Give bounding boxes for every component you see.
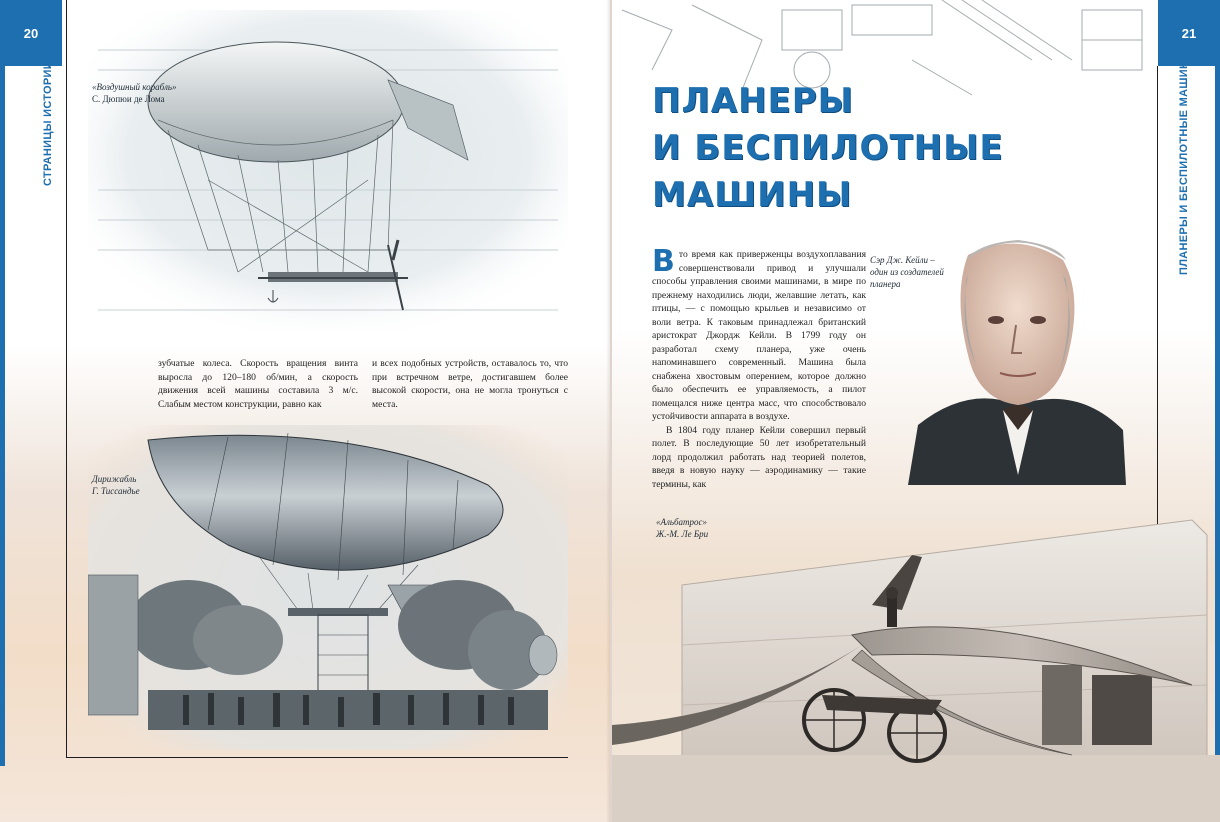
dirigible-illustration	[88, 425, 568, 750]
caption-airship-line2: С. Дюпюи де Лома	[92, 94, 165, 104]
glider-illustration	[612, 515, 1220, 822]
caption-dirigible	[92, 473, 140, 497]
dropcap: В	[652, 244, 675, 279]
text-column-1	[158, 357, 358, 411]
caption-portrait-line3: планера	[870, 279, 901, 289]
caption-portrait-line1: Сэр Дж. Кейли –	[870, 255, 935, 265]
article-para-2-text: В 1804 году планер Кейли совершил первый полет. В последующие 50 лет изобретательный лорд продолжил работать над теорией полетов, введя в новую науку — аэродинамику — такие термины, как	[652, 424, 866, 490]
caption-portrait	[870, 254, 944, 290]
article-para-1-text: то время как приверженцы воздухоплавания совершенствовали привод и улучшали способы управления своими машинами, в мире по прежнему находились люди, желавшие летать, как птицы, — с помощью крыльев и независимо от воли ветра. К таковым принадлежал британский аристократ Джордж Кейли. В 1799 году он разработал схему планера, уже очень напоминавшего современный. Машина была снабжена хвостовым оперением, которое должно было обеспечить ее управляемость, а пилот помещался ниже центра масс, что способствовало устойчивости аппарата в воздухе.	[652, 249, 866, 422]
frame-line-left-vertical	[66, 0, 67, 758]
article-text	[652, 244, 866, 491]
airship-illustration	[88, 10, 568, 330]
page-number-left: 20	[0, 0, 62, 66]
section-title-right: ПЛАНЕРЫ И БЕСПИЛОТНЫЕ МАШИНЫ	[1178, 49, 1190, 275]
article-para-1	[652, 244, 866, 424]
headline-line2: И БЕСПИЛОТНЫЕ	[652, 128, 1004, 168]
page-number-right: 21	[1158, 0, 1220, 66]
caption-dirigible-line2: Г. Тиссандье	[92, 486, 140, 496]
headline-line3: МАШИНЫ	[652, 175, 853, 215]
section-title-left: СТРАНИЦЫ ИСТОРИИ	[42, 61, 54, 186]
right-page	[612, 0, 1220, 822]
caption-airship	[92, 81, 177, 105]
headline-line1: ПЛАНЕРЫ	[652, 81, 854, 121]
caption-glider-line1: «Альбатрос»	[656, 517, 708, 527]
caption-dirigible-line1: Дирижабль	[92, 474, 137, 484]
text-column-1-para: зубчатые колеса. Скорость вращения винта выросла до 120–180 об/мин, а скорость движения всей машины составила 3 м/с. Слабым местом конструкции, равно как	[158, 358, 358, 410]
text-column-2-para: и всех подобных устройств, оставалось то, что при встречном ветре, достигавшем более высокой скорости, она не могла тронуться с места.	[372, 358, 568, 410]
caption-airship-line1: «Воздушный корабль»	[92, 82, 177, 92]
article-para-2	[652, 424, 866, 492]
frame-line-left-bottom	[66, 757, 568, 758]
caption-portrait-line2: один из создателей	[870, 267, 944, 277]
page-headline	[652, 78, 1004, 219]
text-column-2	[372, 357, 568, 411]
caption-glider-line2: Ж.-М. Ле Бри	[656, 529, 709, 539]
side-bar-left	[0, 66, 5, 766]
